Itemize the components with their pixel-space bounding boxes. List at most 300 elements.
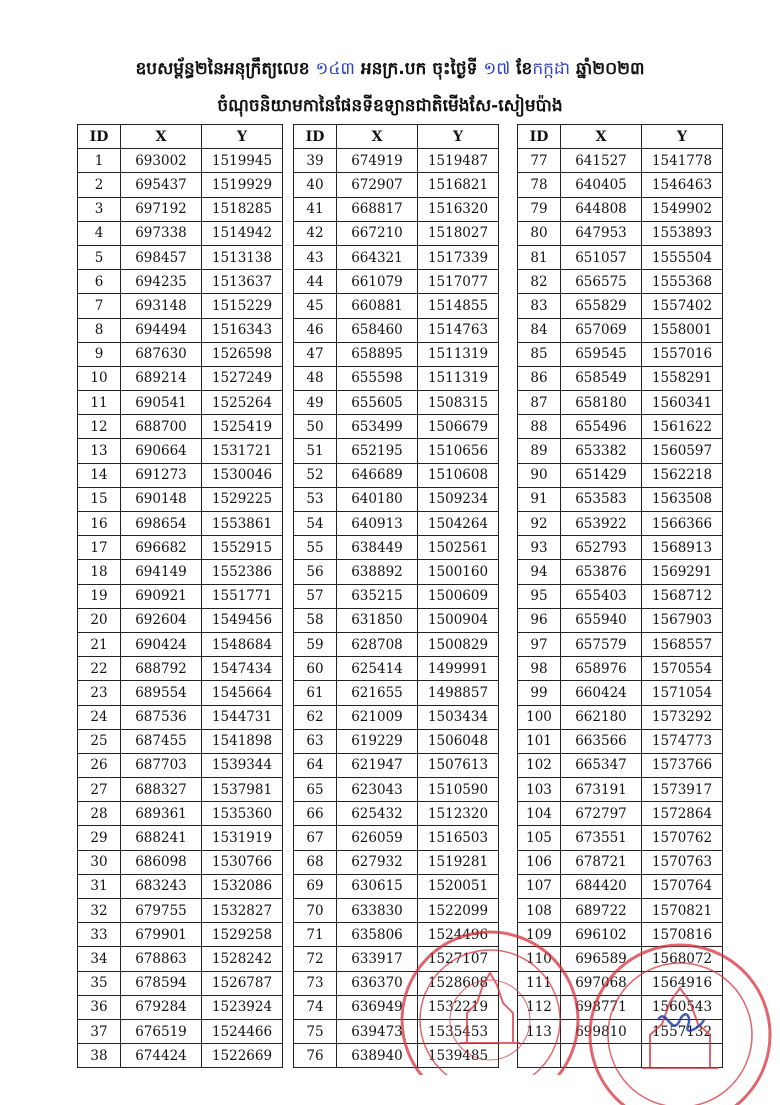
cell-y: 1539485 — [418, 1044, 499, 1068]
cell-id: 3 — [78, 197, 121, 221]
cell-y: 1519281 — [418, 850, 499, 874]
cell-x: 698654 — [121, 512, 202, 536]
cell-y: 1549902 — [642, 197, 723, 221]
cell-id: 15 — [78, 487, 121, 511]
cell-y: 1522669 — [202, 1044, 283, 1068]
cell-y: 1506048 — [418, 729, 499, 753]
cell-y: 1507613 — [418, 753, 499, 777]
cell-y: 1557132 — [642, 1019, 723, 1043]
cell-x: 635806 — [337, 923, 418, 947]
cell-id: 111 — [518, 971, 561, 995]
cell-x: 690664 — [121, 439, 202, 463]
table-row — [78, 874, 283, 898]
cell-y: 1572864 — [642, 802, 723, 826]
cell-y: 1513138 — [202, 245, 283, 269]
cell-x: 678594 — [121, 971, 202, 995]
table-row — [518, 802, 723, 826]
table-row — [518, 826, 723, 850]
cell-y: 1515229 — [202, 294, 283, 318]
cell-y: 1519945 — [202, 149, 283, 173]
cell-y: 1561622 — [642, 415, 723, 439]
table-row — [294, 221, 499, 245]
table-row — [78, 439, 283, 463]
cell-y: 1570816 — [642, 923, 723, 947]
cell-y: 1524496 — [418, 923, 499, 947]
table-row — [294, 245, 499, 269]
cell-id: 8 — [78, 318, 121, 342]
cell-x: 644808 — [561, 197, 642, 221]
table-row — [518, 342, 723, 366]
cell-id: 6 — [78, 270, 121, 294]
cell-id: 5 — [78, 245, 121, 269]
cell-id: 76 — [294, 1044, 337, 1068]
cell-id: 35 — [78, 971, 121, 995]
table-row — [78, 536, 283, 560]
cell-id: 67 — [294, 826, 337, 850]
cell-x: 697068 — [561, 971, 642, 995]
cell-id: 54 — [294, 512, 337, 536]
cell-y: 1570762 — [642, 826, 723, 850]
table-row — [518, 584, 723, 608]
cell-x: 687455 — [121, 729, 202, 753]
cell-x: 653922 — [561, 512, 642, 536]
cell-id: 4 — [78, 221, 121, 245]
cell-x: 679755 — [121, 899, 202, 923]
cell-x: 694494 — [121, 318, 202, 342]
table-row — [78, 391, 283, 415]
cell-y: 1498857 — [418, 681, 499, 705]
cell-y: 1568557 — [642, 632, 723, 656]
cell-id: 101 — [518, 729, 561, 753]
cell-id: 90 — [518, 463, 561, 487]
handwritten-fill: កក្កដា — [532, 59, 571, 79]
cell-y: 1558001 — [642, 318, 723, 342]
cell-y: 1558291 — [642, 366, 723, 390]
cell-y: 1566366 — [642, 512, 723, 536]
cell-x: 635215 — [337, 584, 418, 608]
cell-x: 690148 — [121, 487, 202, 511]
cell-y: 1568072 — [642, 947, 723, 971]
table-row — [294, 802, 499, 826]
cell-id: 109 — [518, 923, 561, 947]
cell-y: 1526787 — [202, 971, 283, 995]
cell-y: 1551771 — [202, 584, 283, 608]
cell-id: 55 — [294, 536, 337, 560]
cell-y: 1500904 — [418, 608, 499, 632]
cell-id: 10 — [78, 366, 121, 390]
table-row — [518, 560, 723, 584]
coordinates-table-part-2 — [293, 124, 499, 1068]
table-row — [294, 608, 499, 632]
table-row — [518, 899, 723, 923]
cell-id: 22 — [78, 657, 121, 681]
cell-y: 1529225 — [202, 487, 283, 511]
cell-x: 655940 — [561, 608, 642, 632]
cell-id: 113 — [518, 1019, 561, 1043]
cell-id: 26 — [78, 753, 121, 777]
table-row — [78, 826, 283, 850]
cell-y: 1569291 — [642, 560, 723, 584]
table-row — [294, 173, 499, 197]
cell-y: 1547434 — [202, 657, 283, 681]
table-row — [294, 1044, 499, 1068]
cell-y: 1560341 — [642, 391, 723, 415]
table-row — [518, 415, 723, 439]
cell-x: 658180 — [561, 391, 642, 415]
cell-id: 39 — [294, 149, 337, 173]
cell-y: 1514855 — [418, 294, 499, 318]
table-row — [518, 294, 723, 318]
cell-id: 63 — [294, 729, 337, 753]
cell-id: 64 — [294, 753, 337, 777]
cell-id: 27 — [78, 778, 121, 802]
cell-id: 34 — [78, 947, 121, 971]
cell-x: 696682 — [121, 536, 202, 560]
cell-y: 1514942 — [202, 221, 283, 245]
cell-id: 9 — [78, 342, 121, 366]
cell-id: 104 — [518, 802, 561, 826]
cell-x: 640913 — [337, 512, 418, 536]
table-row — [78, 947, 283, 971]
cell-y — [642, 1044, 723, 1068]
cell-id: 110 — [518, 947, 561, 971]
table-row — [294, 778, 499, 802]
cell-id: 61 — [294, 681, 337, 705]
title-text: អនក្រ.បក ចុះថ្ងៃទី — [354, 59, 484, 79]
cell-y: 1510656 — [418, 439, 499, 463]
cell-id: 70 — [294, 899, 337, 923]
cell-x: 689214 — [121, 366, 202, 390]
table-row — [78, 366, 283, 390]
header-x: X — [337, 125, 418, 149]
cell-y: 1500160 — [418, 560, 499, 584]
table-row — [294, 657, 499, 681]
cell-x: 652195 — [337, 439, 418, 463]
table-row — [518, 221, 723, 245]
cell-id: 31 — [78, 874, 121, 898]
cell-y: 1545664 — [202, 681, 283, 705]
cell-x: 688327 — [121, 778, 202, 802]
cell-x: 676519 — [121, 1019, 202, 1043]
cell-x: 658895 — [337, 342, 418, 366]
table-header-row — [294, 125, 499, 149]
cell-id: 49 — [294, 391, 337, 415]
cell-y: 1516343 — [202, 318, 283, 342]
cell-y: 1516503 — [418, 826, 499, 850]
cell-x: 659545 — [561, 342, 642, 366]
cell-y: 1537981 — [202, 778, 283, 802]
table-row — [78, 197, 283, 221]
cell-y: 1562218 — [642, 463, 723, 487]
table-row — [518, 391, 723, 415]
cell-x: 690541 — [121, 391, 202, 415]
table-row — [78, 221, 283, 245]
cell-id: 51 — [294, 439, 337, 463]
cell-x: 673551 — [561, 826, 642, 850]
cell-x: 633830 — [337, 899, 418, 923]
cell-y: 1557016 — [642, 342, 723, 366]
coordinates-table-part-1 — [77, 124, 283, 1068]
cell-x: 692604 — [121, 608, 202, 632]
cell-x: 657069 — [561, 318, 642, 342]
cell-x: 636949 — [337, 995, 418, 1019]
cell-y: 1518285 — [202, 197, 283, 221]
cell-id — [518, 1044, 561, 1068]
cell-id: 53 — [294, 487, 337, 511]
table-row — [518, 729, 723, 753]
table-row — [78, 560, 283, 584]
cell-x: 688700 — [121, 415, 202, 439]
cell-x: 686098 — [121, 850, 202, 874]
cell-id: 87 — [518, 391, 561, 415]
header-x: X — [121, 125, 202, 149]
cell-y: 1535453 — [418, 1019, 499, 1043]
table-row — [294, 632, 499, 656]
cell-x: 689361 — [121, 802, 202, 826]
cell-x: 658549 — [561, 366, 642, 390]
cell-id: 43 — [294, 245, 337, 269]
cell-id: 59 — [294, 632, 337, 656]
table-row — [518, 632, 723, 656]
cell-x: 653583 — [561, 487, 642, 511]
table-row — [78, 173, 283, 197]
cell-x: 655496 — [561, 415, 642, 439]
cell-y: 1560597 — [642, 439, 723, 463]
cell-id: 37 — [78, 1019, 121, 1043]
cell-y: 1570554 — [642, 657, 723, 681]
cell-x: 662180 — [561, 705, 642, 729]
cell-id: 12 — [78, 415, 121, 439]
cell-x: 621655 — [337, 681, 418, 705]
cell-id: 11 — [78, 391, 121, 415]
table-row — [518, 536, 723, 560]
title-text: ឧបសម្ព័ន្ធ២នៃអនុក្រឹត្យលេខ — [135, 59, 316, 79]
cell-id: 21 — [78, 632, 121, 656]
table-row — [294, 874, 499, 898]
document-title — [0, 58, 780, 83]
cell-x: 693002 — [121, 149, 202, 173]
cell-y: 1516821 — [418, 173, 499, 197]
cell-x: 658976 — [561, 657, 642, 681]
table-row — [78, 850, 283, 874]
table-row — [294, 995, 499, 1019]
cell-id: 56 — [294, 560, 337, 584]
table-row — [78, 899, 283, 923]
cell-y: 1500829 — [418, 632, 499, 656]
table-row — [294, 536, 499, 560]
table-row — [294, 294, 499, 318]
cell-id: 112 — [518, 995, 561, 1019]
cell-x: 679901 — [121, 923, 202, 947]
cell-id: 68 — [294, 850, 337, 874]
table-row — [518, 778, 723, 802]
cell-x: 651057 — [561, 245, 642, 269]
cell-x: 627932 — [337, 850, 418, 874]
cell-y: 1517339 — [418, 245, 499, 269]
cell-y: 1541898 — [202, 729, 283, 753]
table-row — [294, 826, 499, 850]
cell-id: 107 — [518, 874, 561, 898]
cell-id: 14 — [78, 463, 121, 487]
table-row — [294, 342, 499, 366]
cell-id: 75 — [294, 1019, 337, 1043]
table-row — [518, 657, 723, 681]
cell-y: 1549456 — [202, 608, 283, 632]
table-row — [294, 415, 499, 439]
table-row — [294, 753, 499, 777]
cell-y: 1506679 — [418, 415, 499, 439]
cell-id: 65 — [294, 778, 337, 802]
cell-y: 1555368 — [642, 270, 723, 294]
cell-x: 683243 — [121, 874, 202, 898]
cell-y: 1531919 — [202, 826, 283, 850]
cell-y: 1570821 — [642, 899, 723, 923]
cell-id: 81 — [518, 245, 561, 269]
table-row — [294, 850, 499, 874]
cell-x: 631850 — [337, 608, 418, 632]
cell-y: 1567903 — [642, 608, 723, 632]
table-row — [78, 1019, 283, 1043]
table-row — [294, 729, 499, 753]
cell-id: 16 — [78, 512, 121, 536]
cell-id: 62 — [294, 705, 337, 729]
cell-x: 625432 — [337, 802, 418, 826]
cell-x: 633917 — [337, 947, 418, 971]
coordinates-table-part-3 — [517, 124, 723, 1068]
cell-id: 86 — [518, 366, 561, 390]
cell-x: 689554 — [121, 681, 202, 705]
cell-id: 97 — [518, 632, 561, 656]
cell-id: 45 — [294, 294, 337, 318]
cell-x: 621947 — [337, 753, 418, 777]
cell-y: 1574773 — [642, 729, 723, 753]
table-row — [518, 487, 723, 511]
cell-id: 1 — [78, 149, 121, 173]
table-row — [78, 149, 283, 173]
cell-id: 48 — [294, 366, 337, 390]
cell-id: 17 — [78, 536, 121, 560]
table-row — [294, 391, 499, 415]
header-y: Y — [418, 125, 499, 149]
table-row — [518, 971, 723, 995]
cell-y: 1571054 — [642, 681, 723, 705]
cell-x: 636370 — [337, 971, 418, 995]
cell-x: 688241 — [121, 826, 202, 850]
cell-y: 1532219 — [418, 995, 499, 1019]
cell-id: 24 — [78, 705, 121, 729]
cell-y: 1499991 — [418, 657, 499, 681]
cell-y: 1553861 — [202, 512, 283, 536]
table-row — [294, 463, 499, 487]
table-row — [78, 294, 283, 318]
cell-x: 693148 — [121, 294, 202, 318]
cell-y: 1546463 — [642, 173, 723, 197]
cell-x: 697192 — [121, 197, 202, 221]
cell-y: 1522099 — [418, 899, 499, 923]
table-row — [518, 874, 723, 898]
header-y: Y — [642, 125, 723, 149]
cell-x: 660424 — [561, 681, 642, 705]
cell-id: 18 — [78, 560, 121, 584]
cell-x: 672797 — [561, 802, 642, 826]
cell-y: 1541778 — [642, 149, 723, 173]
cell-id: 20 — [78, 608, 121, 632]
cell-x: 653499 — [337, 415, 418, 439]
cell-y: 1560543 — [642, 995, 723, 1019]
handwritten-fill: ១៤៣ — [315, 59, 355, 79]
cell-y: 1502561 — [418, 536, 499, 560]
cell-x: 690424 — [121, 632, 202, 656]
header-id: ID — [78, 125, 121, 149]
cell-id: 89 — [518, 439, 561, 463]
cell-id: 44 — [294, 270, 337, 294]
cell-x: 639473 — [337, 1019, 418, 1043]
cell-x: 673191 — [561, 778, 642, 802]
table-row — [518, 947, 723, 971]
cell-id: 13 — [78, 439, 121, 463]
table-row — [78, 995, 283, 1019]
cell-y: 1555504 — [642, 245, 723, 269]
cell-id: 103 — [518, 778, 561, 802]
cell-x: 688792 — [121, 657, 202, 681]
cell-x: 667210 — [337, 221, 418, 245]
cell-id: 19 — [78, 584, 121, 608]
table-row — [294, 197, 499, 221]
cell-x: 679284 — [121, 995, 202, 1019]
cell-y: 1557402 — [642, 294, 723, 318]
cell-y: 1539344 — [202, 753, 283, 777]
cell-x: 687536 — [121, 705, 202, 729]
table-row — [518, 270, 723, 294]
cell-id: 36 — [78, 995, 121, 1019]
cell-y: 1510608 — [418, 463, 499, 487]
cell-id: 33 — [78, 923, 121, 947]
cell-id: 47 — [294, 342, 337, 366]
cell-x: 698771 — [561, 995, 642, 1019]
table-row — [518, 995, 723, 1019]
cell-y: 1527107 — [418, 947, 499, 971]
cell-x: 668817 — [337, 197, 418, 221]
cell-y: 1523924 — [202, 995, 283, 1019]
cell-id: 77 — [518, 149, 561, 173]
cell-x: 647953 — [561, 221, 642, 245]
cell-y: 1552386 — [202, 560, 283, 584]
table-row — [294, 512, 499, 536]
table-row — [78, 778, 283, 802]
cell-y: 1529258 — [202, 923, 283, 947]
cell-y: 1573766 — [642, 753, 723, 777]
cell-id: 102 — [518, 753, 561, 777]
table-row — [78, 512, 283, 536]
table-row — [78, 318, 283, 342]
cell-y: 1530766 — [202, 850, 283, 874]
cell-y: 1548684 — [202, 632, 283, 656]
cell-x: 698457 — [121, 245, 202, 269]
table-row — [294, 439, 499, 463]
cell-x: 655403 — [561, 584, 642, 608]
cell-y: 1573292 — [642, 705, 723, 729]
cell-x: 697338 — [121, 221, 202, 245]
cell-y: 1568913 — [642, 536, 723, 560]
table-row — [78, 657, 283, 681]
cell-x: 661079 — [337, 270, 418, 294]
cell-id: 73 — [294, 971, 337, 995]
cell-y: 1518027 — [418, 221, 499, 245]
header-id: ID — [518, 125, 561, 149]
cell-y: 1552915 — [202, 536, 283, 560]
cell-id: 85 — [518, 342, 561, 366]
cell-y: 1509234 — [418, 487, 499, 511]
